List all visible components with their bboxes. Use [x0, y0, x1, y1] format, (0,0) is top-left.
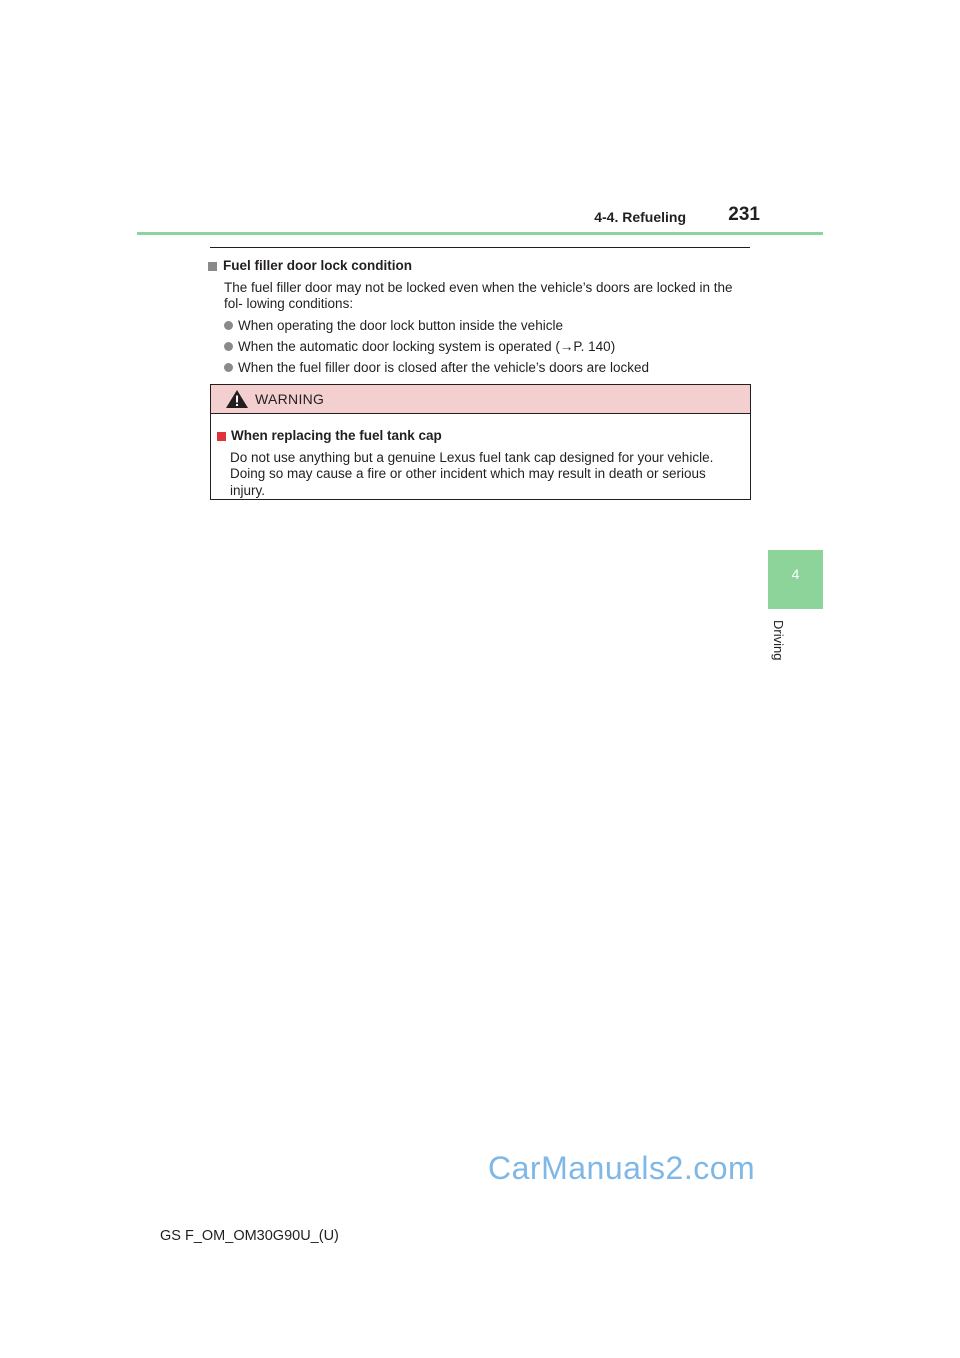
- list-item-text: When operating the door lock button inside the vehicle: [238, 317, 563, 333]
- header-title: 4-4. Refueling: [594, 209, 686, 225]
- warning-heading: [217, 428, 742, 445]
- condition-list: [224, 318, 753, 377]
- red-square-bullet-icon: [217, 432, 226, 441]
- section-heading-text: Fuel filler door lock condition: [223, 258, 413, 273]
- square-bullet-icon: [208, 262, 217, 271]
- chapter-number: 4: [791, 566, 800, 582]
- header-rule: [137, 232, 823, 235]
- warning-heading-text: When replacing the fuel tank cap: [231, 428, 442, 443]
- warning-content: [211, 414, 750, 499]
- chapter-tab: [768, 550, 823, 609]
- watermark: CarManuals2.com: [488, 1150, 756, 1186]
- list-item-text: When the fuel filler door is closed after the vehicle’s doors are locked: [238, 359, 649, 375]
- footer-document-code: GS F_OM_OM30G90U_(U): [160, 1228, 339, 1244]
- fuel-door-section: [208, 258, 753, 381]
- warning-header: [211, 385, 750, 414]
- warning-triangle-icon: [225, 389, 249, 409]
- chapter-label-text: Driving: [771, 620, 786, 661]
- dot-bullet-icon: [224, 321, 233, 330]
- section-body: The fuel filler door may not be locked even when the vehicle’s doors are locked in the fol- lowing conditions:: [224, 279, 733, 311]
- list-item-text: When the automatic door locking system is operated (→P. 140): [238, 338, 616, 354]
- dot-bullet-icon: [224, 363, 233, 372]
- page-number: 231: [728, 204, 760, 225]
- dot-bullet-icon: [224, 342, 233, 351]
- warning-box: [210, 384, 751, 500]
- list-item: [224, 360, 753, 377]
- section-top-rule: [210, 247, 750, 248]
- section-heading: [208, 258, 753, 275]
- list-item: [224, 318, 753, 335]
- warning-label: WARNING: [255, 391, 325, 407]
- warning-body: Do not use anything but a genuine Lexus fuel tank cap designed for your vehicle. Doing so may cause a fire or other incident which may result in death or serious injury.: [230, 449, 714, 498]
- list-item: [224, 339, 753, 356]
- chapter-label: [770, 620, 790, 680]
